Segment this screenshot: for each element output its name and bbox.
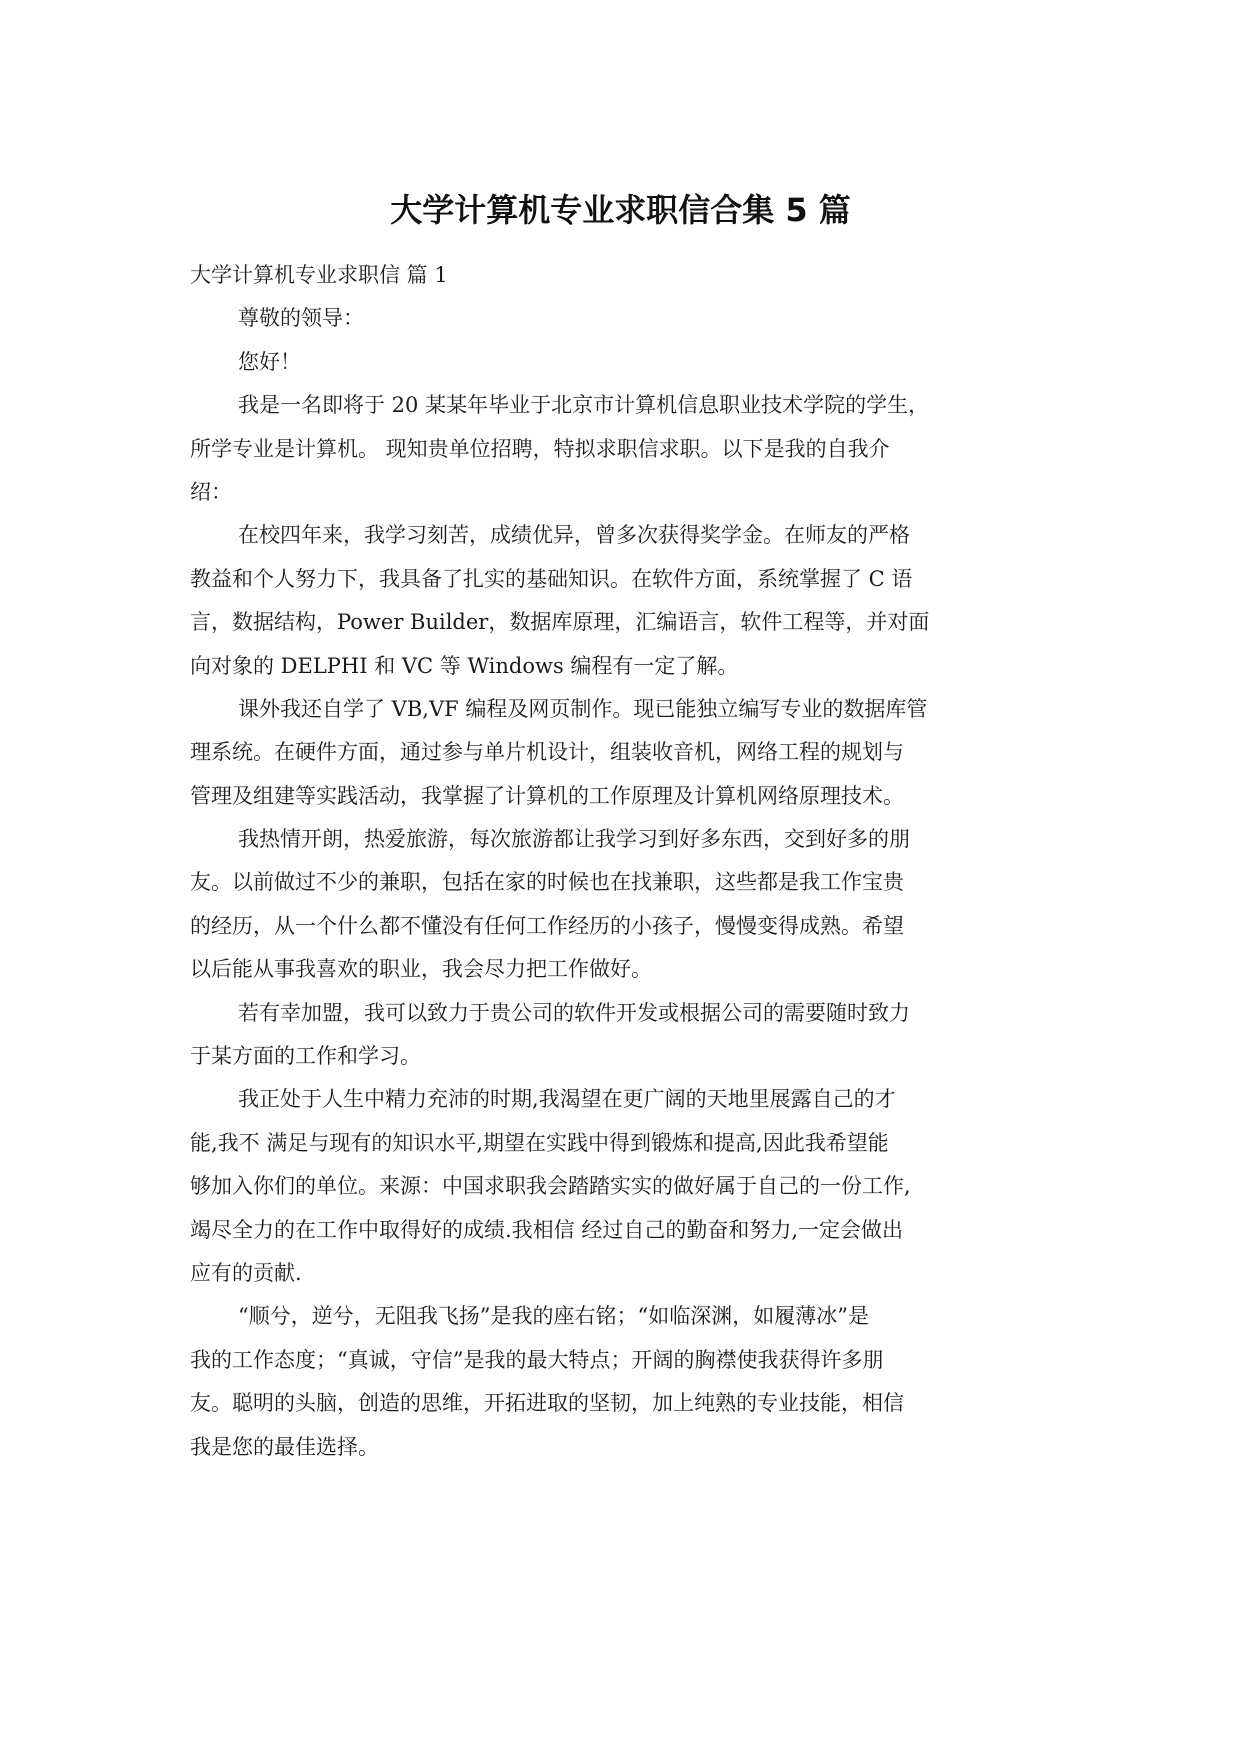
document-body [190, 254, 1060, 1469]
text-line: 友。聪明的头脑，创造的思维，开拓进取的坚韧，加上纯熟的专业技能，相信 [190, 1391, 904, 1416]
text-line: 若有幸加盟，我可以致力于贵公司的软件开发或根据公司的需要随时致力 [238, 1000, 910, 1025]
text-line: 课外我还自学了 VB,VF 编程及网页制作。现已能独立编写专业的数据库管 [238, 696, 928, 721]
text-line: 向对象的 DELPHI 和 VC 等 Windows 编程有一定了解。 [190, 653, 739, 678]
text-line: 我是您的最佳选择。 [190, 1434, 379, 1459]
text-line: 在校四年来，我学习刻苦，成绩优异，曾多次获得奖学金。在师友的严格 [238, 523, 910, 548]
text-line: 大学计算机专业求职信 篇 1 [190, 263, 448, 287]
text-line: 我热情开朗，热爱旅游，每次旅游都让我学习到好多东西，交到好多的朋 [238, 827, 910, 852]
text-line: 能,我不 满足与现有的知识水平,期望在实践中得到锻炼和提高,因此我希望能 [190, 1130, 889, 1155]
text-line: 言，数据结构，Power Builder，数据库原理，汇编语言，软件工程等，并对面 [190, 610, 930, 635]
text-line: 您好！ [238, 349, 301, 374]
text-line: 管理及组建等实践活动，我掌握了计算机的工作原理及计算机网络原理技术。 [190, 783, 904, 808]
text-line: 我是一名即将于 20 某某年毕业于北京市计算机信息职业技术学院的学生， [238, 393, 930, 418]
document-title: 大学计算机专业求职信合集 5 篇 [390, 191, 851, 229]
text-line: 尊敬的领导： [238, 306, 364, 331]
text-line: 我正处于人生中精力充沛的时期,我渴望在更广阔的天地里展露自己的才 [238, 1087, 896, 1112]
text-line: 教益和个人努力下，我具备了扎实的基础知识。在软件方面，系统掌握了 C 语 [190, 566, 913, 591]
text-line: 的经历，从一个什么都不懂没有任何工作经历的小孩子，慢慢变得成熟。希望 [190, 913, 904, 938]
text-line: “顺兮，逆兮，无阻我飞扬”是我的座右铭；“如临深渊，如履薄冰”是 [238, 1304, 869, 1329]
text-line: 够加入你们的单位。来源：中国求职我会踏踏实实的做好属于自己的一份工作, [190, 1174, 911, 1199]
text-line: 绍： [190, 479, 232, 504]
text-line: 理系统。在硬件方面，通过参与单片机设计，组装收音机，网络工程的规划与 [190, 740, 904, 765]
text-line: 友。以前做过不少的兼职，包括在家的时候也在找兼职，这些都是我工作宝贵 [190, 870, 904, 895]
text-line: 我的工作态度；“真诚，守信”是我的最大特点；开阔的胸襟使我获得许多朋 [190, 1347, 884, 1372]
text-line: 于某方面的工作和学习。 [190, 1044, 421, 1069]
text-line: 应有的贡献. [190, 1260, 302, 1285]
text-line: 以后能从事我喜欢的职业，我会尽力把工作做好。 [190, 957, 652, 982]
text-line: 所学专业是计算机。 现知贵单位招聘，特拟求职信求职。以下是我的自我介 [190, 436, 890, 461]
text-line: 竭尽全力的在工作中取得好的成绩.我相信 经过自己的勤奋和努力,一定会做出 [190, 1217, 904, 1242]
